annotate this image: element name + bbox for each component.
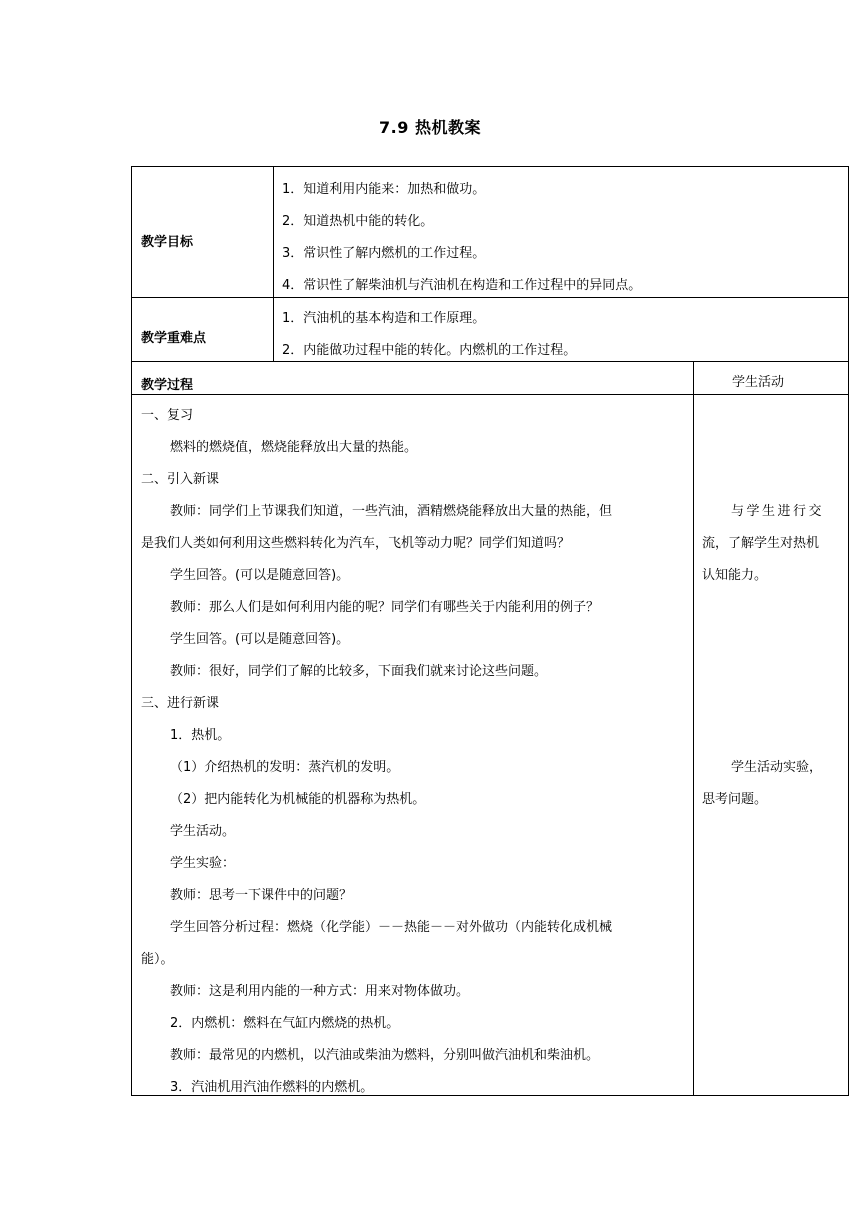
- process-line: （1）介绍热机的发明：蒸汽机的发明。: [170, 760, 400, 775]
- process-line: 学生回答分析过程：燃烧（化学能）－－热能－－对外做功（内能转化成机械: [170, 920, 613, 935]
- process-line: 燃料的燃烧值，燃烧能释放出大量的热能。: [170, 440, 418, 455]
- process-line: （2）把内能转化为机械能的机器称为热机。: [170, 792, 426, 807]
- process-line: 学生实验：: [170, 856, 236, 871]
- activity-note: [702, 752, 844, 816]
- objective-item: 1．知道利用内能来：加热和做功。: [282, 182, 486, 197]
- objective-item: 2．知道热机中能的转化。: [282, 214, 434, 229]
- activity-note-line: 学生活动实验，: [731, 760, 823, 775]
- key-point-item: 1．汽油机的基本构造和工作原理。: [282, 311, 486, 326]
- process-line: 3．汽油机用汽油作燃料的内燃机。: [170, 1080, 374, 1095]
- row-divider: [131, 361, 849, 362]
- activity-note: [702, 496, 844, 592]
- process-line: 学生回答。(可以是随意回答)。: [170, 632, 350, 647]
- col-divider: [693, 361, 694, 1096]
- process-line: 教师：最常见的内燃机，以汽油或柴油为燃料，分别叫做汽油机和柴油机。: [170, 1048, 600, 1063]
- objectives-label: 教学目标: [141, 235, 194, 250]
- process-line: 教师：这是利用内能的一种方式：用来对物体做功。: [170, 984, 470, 999]
- process-line: 教师：那么人们是如何利用内能的呢？同学们有哪些关于内能利用的例子？: [170, 600, 600, 615]
- process-line: 一、复习: [141, 408, 194, 423]
- page-title: 7.9 热机教案: [379, 118, 481, 137]
- objective-item: 3．常识性了解内燃机的工作过程。: [282, 246, 486, 261]
- key-points-label: 教学重难点: [141, 331, 207, 346]
- activity-note-line: 认知能力。: [702, 568, 768, 583]
- process-header: 教学过程: [141, 378, 194, 393]
- activity-note-line: 思考问题。: [702, 792, 768, 807]
- process-line: 二、引入新课: [141, 472, 220, 487]
- process-line: 1．热机。: [170, 728, 231, 743]
- process-line: 三、进行新课: [141, 696, 220, 711]
- objective-item: 4．常识性了解柴油机与汽油机在构造和工作过程中的异同点。: [282, 278, 642, 293]
- activity-header: 学生活动: [732, 375, 785, 390]
- activity-note-line: 与学生进行交: [731, 504, 825, 519]
- process-line: 2．内燃机：燃料在气缸内燃烧的热机。: [170, 1016, 400, 1031]
- col-divider: [273, 166, 274, 361]
- process-line: 是我们人类如何利用这些燃料转化为汽车，飞机等动力呢？同学们知道吗？: [141, 536, 571, 551]
- process-line: 教师：同学们上节课我们知道，一些汽油，酒精燃烧能释放出大量的热能，但: [170, 504, 613, 519]
- row-divider: [131, 297, 849, 298]
- row-divider: [131, 394, 849, 395]
- activity-note-line: 流，了解学生对热机: [702, 536, 820, 551]
- key-point-item: 2．内能做功过程中能的转化。内燃机的工作过程。: [282, 343, 577, 358]
- process-line: 学生回答。(可以是随意回答)。: [170, 568, 350, 583]
- process-line: 教师：很好，同学们了解的比较多，下面我们就来讨论这些问题。: [170, 664, 548, 679]
- process-line: 能）。: [141, 952, 174, 967]
- process-line: 教师：思考一下课件中的问题？: [170, 888, 353, 903]
- process-line: 学生活动。: [170, 824, 236, 839]
